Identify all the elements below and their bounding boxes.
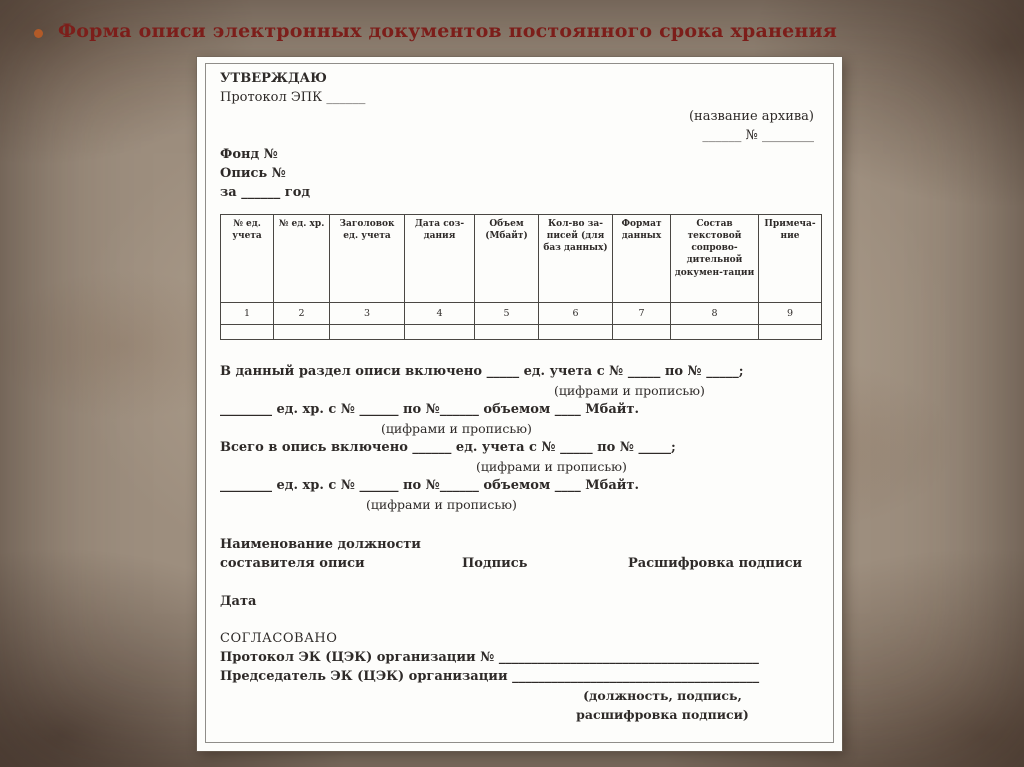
table-number-cell: 3 bbox=[330, 303, 405, 325]
table-empty-row bbox=[221, 325, 822, 340]
table-header-cell: Примеча-ние bbox=[759, 215, 822, 303]
table-header-cell: Объем (Мбайт) bbox=[475, 215, 539, 303]
totals-section-line: В данный раздел описи включено _____ ед. учета с № _____ по № _____; bbox=[220, 364, 744, 379]
agreed-note-line2: расшифровка подписи) bbox=[576, 707, 749, 722]
form-paper bbox=[197, 57, 842, 751]
digits-words-note: (цифрами и прописью) bbox=[476, 459, 627, 474]
signature-block bbox=[220, 535, 820, 611]
agreed-note bbox=[560, 686, 765, 724]
table-empty-cell bbox=[613, 325, 671, 340]
table-header-cell: № ед. учета bbox=[221, 215, 274, 303]
table-empty-cell bbox=[759, 325, 822, 340]
table-number-cell: 9 bbox=[759, 303, 822, 325]
digits-words-note: (цифрами и прописью) bbox=[366, 497, 517, 512]
table-number-cell: 5 bbox=[475, 303, 539, 325]
table-empty-cell bbox=[330, 325, 405, 340]
table-header-cell: № ед. хр. bbox=[274, 215, 330, 303]
totals-overall-units-line: ________ ед. хр. с № ______ по №______ объемом ____ Мбайт. bbox=[220, 478, 639, 493]
agreed-block bbox=[220, 629, 820, 724]
fund-block bbox=[220, 145, 820, 202]
slide-title: Форма описи электронных документов постоянного срока хранения bbox=[58, 20, 838, 42]
approve-protocol-line: Протокол ЭПК ______ bbox=[220, 90, 366, 105]
table-empty-cell bbox=[274, 325, 330, 340]
approve-heading: УТВЕРЖДАЮ bbox=[220, 71, 327, 86]
archive-name-label: (название архива) bbox=[688, 109, 814, 124]
totals-units-line: ________ ед. хр. с № ______ по №______ объемом ____ Мбайт. bbox=[220, 402, 639, 417]
table-header-cell: Заголовок ед. учета bbox=[330, 215, 405, 303]
table-number-cell: 1 bbox=[221, 303, 274, 325]
table-number-cell: 7 bbox=[613, 303, 671, 325]
signature-transcript-label: Расшифровка подписи bbox=[628, 556, 803, 571]
agreed-note-line1: (должность, подпись, bbox=[583, 688, 742, 703]
inventory-table bbox=[220, 214, 822, 340]
agreed-protocol-line: Протокол ЭК (ЦЭК) организации № ________________________________________ bbox=[220, 650, 759, 665]
table-empty-cell bbox=[671, 325, 759, 340]
date-label: Дата bbox=[220, 594, 257, 609]
opis-number-line: Опись № bbox=[220, 166, 286, 181]
archive-block bbox=[220, 107, 820, 145]
table-empty-cell bbox=[475, 325, 539, 340]
table-number-cell: 8 bbox=[671, 303, 759, 325]
totals-block bbox=[220, 362, 820, 514]
totals-overall-line: Всего в опись включено ______ ед. учета с № _____ по № _____; bbox=[220, 440, 676, 455]
table-number-row bbox=[221, 303, 822, 325]
form-page-frame bbox=[205, 63, 834, 743]
signature-label: Подпись bbox=[462, 556, 528, 571]
table-number-cell: 6 bbox=[539, 303, 613, 325]
table-header-cell: Кол-во за-писей (для баз данных) bbox=[539, 215, 613, 303]
position-title-line1: Наименование должности bbox=[220, 537, 421, 552]
digits-words-note: (цифрами и прописью) bbox=[381, 421, 532, 436]
table-number-cell: 2 bbox=[274, 303, 330, 325]
agreed-chairman-line: Председатель ЭК (ЦЭК) организации ______________________________________ bbox=[220, 669, 760, 684]
bullet-icon bbox=[34, 29, 43, 38]
table-header-cell: Дата соз-дания bbox=[405, 215, 475, 303]
fund-number-line: Фонд № bbox=[220, 147, 278, 162]
table-empty-cell bbox=[405, 325, 475, 340]
slide-title-row bbox=[34, 20, 974, 42]
table-header-cell: Формат данных bbox=[613, 215, 671, 303]
table-empty-cell bbox=[221, 325, 274, 340]
agreed-heading: СОГЛАСОВАНО bbox=[220, 631, 338, 646]
year-line: за ______ год bbox=[220, 185, 311, 200]
digits-words-note: (цифрами и прописью) bbox=[554, 383, 705, 398]
approve-block bbox=[220, 69, 820, 107]
signature-row bbox=[220, 554, 820, 573]
table-empty-cell bbox=[539, 325, 613, 340]
table-header-cell: Состав текстовой сопрово-дительной докумен-тации bbox=[671, 215, 759, 303]
table-number-cell: 4 bbox=[405, 303, 475, 325]
position-title-line2: составителя описи bbox=[220, 556, 365, 571]
archive-number-line: ______ № ________ bbox=[702, 128, 814, 143]
table-header-row bbox=[221, 215, 822, 303]
